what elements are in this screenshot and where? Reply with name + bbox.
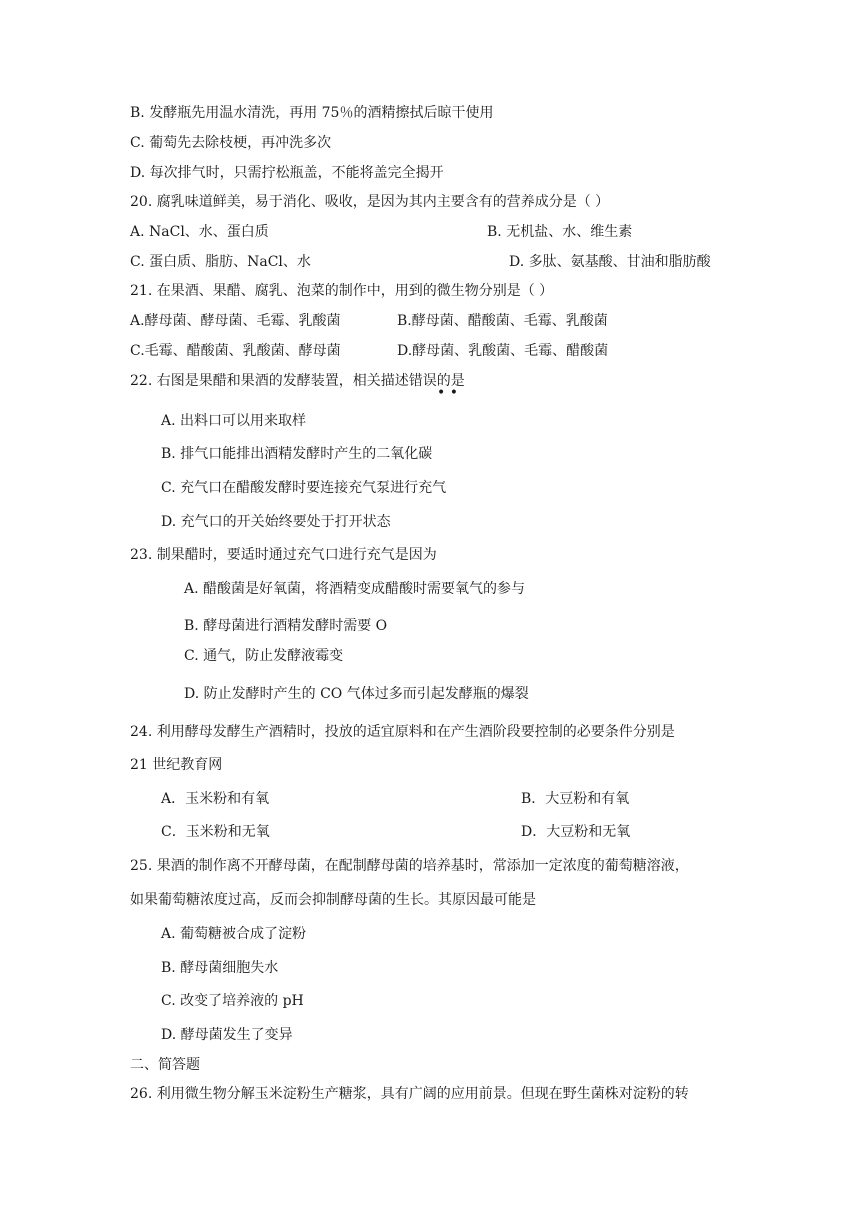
q24-option-a: A．玉米粉和有氧: [161, 791, 270, 807]
q24-option-d: D．大豆粉和无氧: [521, 824, 631, 840]
q19-option-c: C. 葡萄先去除枝梗，再冲洗多次: [130, 135, 332, 151]
q20-option-c: C. 蛋白质、脂肪、NaCl、水: [130, 254, 311, 270]
emphasis-dots: • •: [437, 385, 458, 401]
q23-option-a: A. 醋酸菌是好氧菌，将酒精变成醋酸时需要氧气的参与: [184, 581, 526, 597]
q21-option-c: C.毛霉、醋酸菌、乳酸菌、酵母菌: [130, 343, 341, 359]
q22-option-b: B. 排气口能排出酒精发酵时产生的二氧化碳: [161, 446, 433, 462]
q25-option-a: A. 葡萄糖被合成了淀粉: [161, 926, 307, 942]
q25-stem-2: 如果葡萄糖浓度过高，反而会抑制酵母菌的生长。其原因最可能是: [130, 892, 536, 908]
q20-option-d: D. 多肽、氨基酸、甘油和脂肪酸: [509, 254, 711, 270]
q20-stem: 20. 腐乳味道鲜美，易于消化、吸收，是因为其内主要含有的营养成分是（ ）: [130, 194, 610, 210]
q19-option-d: D. 每次排气时，只需拧松瓶盖，不能将盖完全揭开: [130, 165, 444, 181]
q23-option-d: D. 防止发酵时产生的 CO 气体过多而引起发酵瓶的爆裂: [184, 686, 529, 702]
q24-stem: 24. 利用酵母发酵生产酒精时，投放的适宜原料和在产生酒阶段要控制的必要条件分别是: [130, 724, 675, 740]
q23-option-c: C. 通气，防止发酵液霉变: [184, 648, 344, 664]
q22-option-a: A. 出料口可以用来取样: [161, 413, 307, 429]
q25-option-b: B. 酵母菌细胞失水: [161, 960, 279, 976]
q22-option-d: D. 充气口的开关始终要处于打开状态: [161, 514, 391, 530]
q19-option-b: B. 发酵瓶先用温水清洗，再用 75％的酒精擦拭后晾干使用: [130, 105, 494, 121]
q21-stem: 21. 在果酒、果醋、腐乳、泡菜的制作中，用到的微生物分别是（ ）: [130, 283, 554, 299]
q24-source: 21 世纪教育网: [130, 757, 223, 773]
section-heading: 二、简答题: [130, 1057, 200, 1073]
q25-stem-1: 25. 果酒的制作离不开酵母菌，在配制酵母菌的培养基时，常添加一定浓度的葡萄糖溶液，: [130, 858, 689, 874]
q23-stem: 23. 制果醋时，要适时通过充气口进行充气是因为: [130, 547, 437, 563]
q26-stem: 26. 利用微生物分解玉米淀粉生产糖浆，具有广阔的应用前景。但现在野生菌株对淀粉的转: [130, 1086, 689, 1102]
q21-option-d: D.酵母菌、乳酸菌、毛霉、醋酸菌: [397, 343, 609, 359]
q20-option-b: B. 无机盐、水、维生素: [487, 224, 633, 240]
q24-option-b: B．大豆粉和有氧: [521, 791, 630, 807]
q24-option-c: C．玉米粉和无氧: [161, 824, 270, 840]
q25-option-d: D. 酵母菌发生了变异: [161, 1027, 293, 1043]
q20-option-a: A. NaCl、水、蛋白质: [130, 224, 269, 240]
q22-option-c: C. 充气口在醋酸发酵时要连接充气泵进行充气: [161, 480, 447, 496]
q23-option-b: B. 酵母菌进行酒精发酵时需要 O: [184, 618, 388, 634]
q21-option-a: A.酵母菌、酵母菌、毛霉、乳酸菌: [130, 313, 341, 329]
q21-option-b: B.酵母菌、醋酸菌、毛霉、乳酸菌: [397, 313, 608, 329]
q22-stem: 22. 右图是果醋和果酒的发酵装置，相关描述错误的是: [130, 373, 465, 389]
q25-option-c: C. 改变了培养液的 pH: [161, 993, 304, 1009]
